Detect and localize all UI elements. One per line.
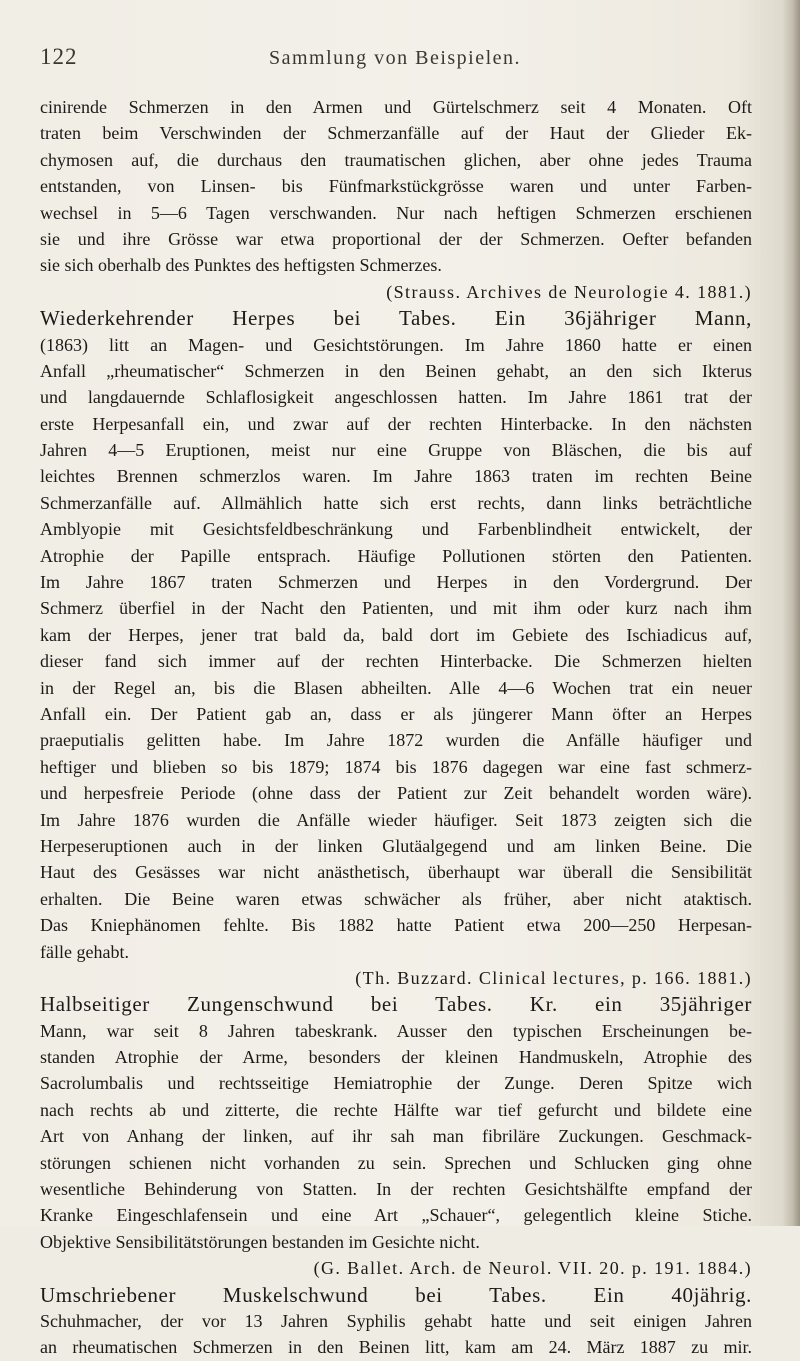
text-line: fälle gehabt. <box>40 941 129 962</box>
text-line: Anfall ein. Der Patient gab an, dass er als jüngerer Mann öfter an Herpes <box>40 703 752 724</box>
text-line: sie und ihre Grösse war etwa proportional der der Schmerzen. Oefter befanden <box>40 228 752 249</box>
section-heading: Umschriebener Muskelschwund bei Tabes. Ein 40jährig. <box>40 1282 752 1307</box>
text-line: wesentliche Behinderung von Statten. In der rechten Gesichtshälfte empfand der <box>40 1179 752 1200</box>
text-line: (1863) litt an Magen- und Gesichtstörungen. Im Jahre 1860 hatte er einen <box>40 334 752 355</box>
text-line: entstanden, von Linsen- bis Fünfmarkstückgrösse waren und unter Farben- <box>40 176 752 197</box>
text-line: Schmerz überfiel in der Nacht den Patienten, und mit ihm oder kurz nach ihm <box>40 598 752 619</box>
text-line: wechsel in 5—6 Tagen verschwanden. Nur nach heftigen Schmerzen erschienen <box>40 202 752 223</box>
text-line: heftiger und blieben so bis 1879; 1874 bis 1876 dagegen war eine fast schmerz- <box>40 756 752 777</box>
text-line: Atrophie der Papille entsprach. Häufige Pollutionen störten den Patienten. <box>40 545 752 566</box>
text-line: Kranke Eingeschlafensein und eine Art „Schauer“, gelegentlich kleine Stiche. <box>40 1205 752 1226</box>
text-line: cinirende Schmerzen in den Armen und Gürtelschmerz seit 4 Monaten. Oft <box>40 97 752 117</box>
text-line: störungen schienen nicht vorhanden zu sein. Sprechen und Schlucken ging ohne <box>40 1152 752 1173</box>
page-header <box>40 44 750 78</box>
text-line: Schmerzanfälle auf. Allmählich hatte sich erst rechts, dann links beträchtliche <box>40 492 752 513</box>
text-line: Mann, war seit 8 Jahren tabeskrank. Ausser den typischen Erscheinungen be- <box>40 1020 752 1041</box>
text-line: erste Herpesanfall ein, und zwar auf der rechten Hinterbacke. In den nächsten <box>40 413 752 434</box>
text-line: dieser fand sich immer auf der rechten Hinterbacke. Die Schmerzen hielten <box>40 651 752 672</box>
text-line: Art von Anhang der linken, auf ihr sah man fibriläre Zuckungen. Geschmack- <box>40 1126 752 1147</box>
body-text <box>40 94 752 1361</box>
section-heading: Wiederkehrender Herpes bei Tabes. Ein 36jähriger Mann, <box>40 306 752 331</box>
text-line: Sacrolumbalis und rechtsseitige Hemiatrophie der Zunge. Deren Spitze wich <box>40 1073 752 1094</box>
section-heading: Halbseitiger Zungenschwund bei Tabes. Kr. ein 35jähriger <box>40 992 752 1017</box>
text-line: nach rechts ab und zitterte, die rechte Hälfte war tief gefurcht und bildete eine <box>40 1099 752 1120</box>
text-line: praeputialis gelitten habe. Im Jahre 1872 wurden die Anfälle häufiger und <box>40 730 752 751</box>
text-line: chymosen auf, die durchaus den traumatischen glichen, aber ohne jedes Trauma <box>40 149 752 170</box>
page-number: 122 <box>40 44 78 69</box>
text-line: in der Regel an, bis die Blasen abheilten. Alle 4—6 Wochen trat ein neuer <box>40 677 752 698</box>
text-line: an rheumatischen Schmerzen in den Beinen litt, kam am 24. März 1887 zu mir. <box>40 1337 752 1358</box>
running-title: Sammlung von Beispielen. <box>268 47 522 69</box>
text-line: erhalten. Die Beine waren etwas schwächer als früher, aber nicht ataktisch. <box>40 888 752 909</box>
citation: (G. Ballet. Arch. de Neurol. VII. 20. p. 191. 1884.) <box>313 1258 752 1279</box>
text-line: und langdauernde Schlaflosigkeit angeschlossen hatten. Im Jahre 1861 trat der <box>40 387 752 408</box>
citation: (Strauss. Archives de Neurologie 4. 1881.) <box>386 281 752 302</box>
text-line: leichtes Brennen schmerzlos waren. Im Jahre 1863 traten im rechten Beine <box>40 466 752 487</box>
text-line: Anfall „rheumatischer“ Schmerzen in den Beinen gehabt, an den sich Ikterus <box>40 360 752 381</box>
text-line: Herpeseruptionen auch in der linken Glutäalgegend und am linken Beine. Die <box>40 835 752 856</box>
text-line: Jahren 4—5 Eruptionen, meist nur eine Gruppe von Bläschen, die bis auf <box>40 440 752 461</box>
text-line: traten beim Verschwinden der Schmerzanfälle auf der Haut der Glieder Ek- <box>40 123 752 144</box>
text-line: Im Jahre 1876 wurden die Anfälle wieder häufiger. Seit 1873 zeigten sich die <box>40 809 752 830</box>
text-line: Objektive Sensibilitätstörungen bestanden im Gesichte nicht. <box>40 1231 480 1252</box>
text-line: kam der Herpes, jener trat bald da, bald dort im Gebiete des Ischiadicus auf, <box>40 624 752 645</box>
text-line: und herpesfreie Periode (ohne dass der Patient zur Zeit behandelt worden wäre). <box>40 783 752 804</box>
text-line: Haut des Gesässes war nicht anästhetisch, überhaupt war überall die Sensibilität <box>40 862 752 883</box>
text-line: standen Atrophie der Arme, besonders der kleinen Handmuskeln, Atrophie des <box>40 1047 752 1068</box>
text-line: Das Kniephänomen fehlte. Bis 1882 hatte Patient etwa 200—250 Herpesan- <box>40 915 752 936</box>
text-line: Im Jahre 1867 traten Schmerzen und Herpes in den Vordergrund. Der <box>40 572 752 593</box>
page-edge-shadow <box>782 0 800 1226</box>
text-line: Amblyopie mit Gesichtsfeldbeschränkung und Farbenblindheit entwickelt, der <box>40 519 752 540</box>
text-line: Schuhmacher, der vor 13 Jahren Syphilis gehabt hatte und seit einigen Jahren <box>40 1310 752 1331</box>
citation: (Th. Buzzard. Clinical lectures, p. 166. 1881.) <box>355 967 752 988</box>
text-line: sie sich oberhalb des Punktes des heftigsten Schmerzes. <box>40 255 442 276</box>
